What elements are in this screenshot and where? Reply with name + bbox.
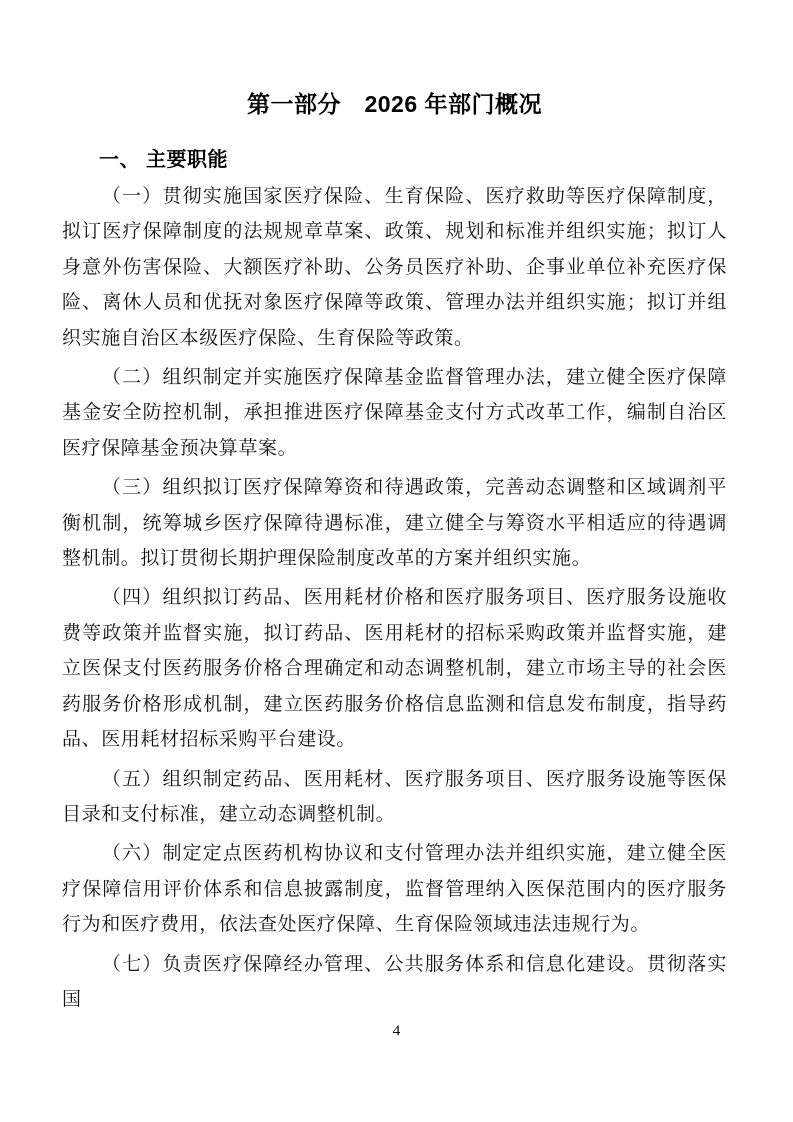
page-title: 第一部分 2026 年部门概况	[246, 91, 543, 117]
page-number: 4	[392, 1023, 401, 1039]
document-content	[62, 88, 727, 1021]
paragraph-2: （二）组织制定并实施医疗保障基金监督管理办法，建立健全医疗保障基金安全防控机制，承担推进医疗保障基金支付方式改革工作，编制自治区医疗保障基金预决算草案。	[62, 367, 727, 459]
paragraph-3: （三）组织拟订医疗保障筹资和待遇政策，完善动态调整和区域调剂平衡机制，统筹城乡医疗保障待遇标准，建立健全与筹资水平相适应的待遇调整机制。拟订贯彻长期护理保险制度改革的方案并组织实施。	[62, 477, 727, 570]
paragraph-6: （六）制定定点医药机构协议和支付管理办法并组织实施，建立健全医疗保障信用评价体系和信息披露制度，监督管理纳入医保范围内的医疗服务行为和医疗费用，依法查处医疗保障、生育保险领域违法违规行为。	[62, 843, 727, 936]
section-heading-main-functions: 一、 主要职能	[99, 149, 229, 171]
paragraph-5: （五）组织制定药品、医用耗材、医疗服务项目、医疗服务设施等医保目录和支付标准，建立动态调整机制。	[62, 768, 727, 825]
document-body	[62, 179, 727, 1017]
paragraph-1: （一）贯彻实施国家医疗保险、生育保险、医疗救助等医疗保障制度，拟订医疗保障制度的法规规章草案、政策、规划和标准并组织实施；拟订人身意外伤害保险、大额医疗补助、公务员医疗补助、企事业单位补充医疗保险、离休人员和优抚对象医疗保障等政策、管理办法并组织实施；拟订并组织实施自治区本级医疗保险、生育保险等政策。	[62, 186, 727, 349]
paragraph-4: （四）组织拟订药品、医用耗材价格和医疗服务项目、医疗服务设施收费等政策并监督实施，拟订药品、医用耗材的招标采购政策并监督实施，建立医保支付医药服务价格合理确定和动态调整机制，建立市场主导的社会医药服务价格形成机制，建立医药服务价格信息监测和信息发布制度，指导药品、医用耗材招标采购平台建设。	[62, 587, 727, 751]
paragraph-7: （七）负责医疗保障经办管理、公共服务体系和信息化建设。贯彻落实国	[62, 953, 727, 1010]
